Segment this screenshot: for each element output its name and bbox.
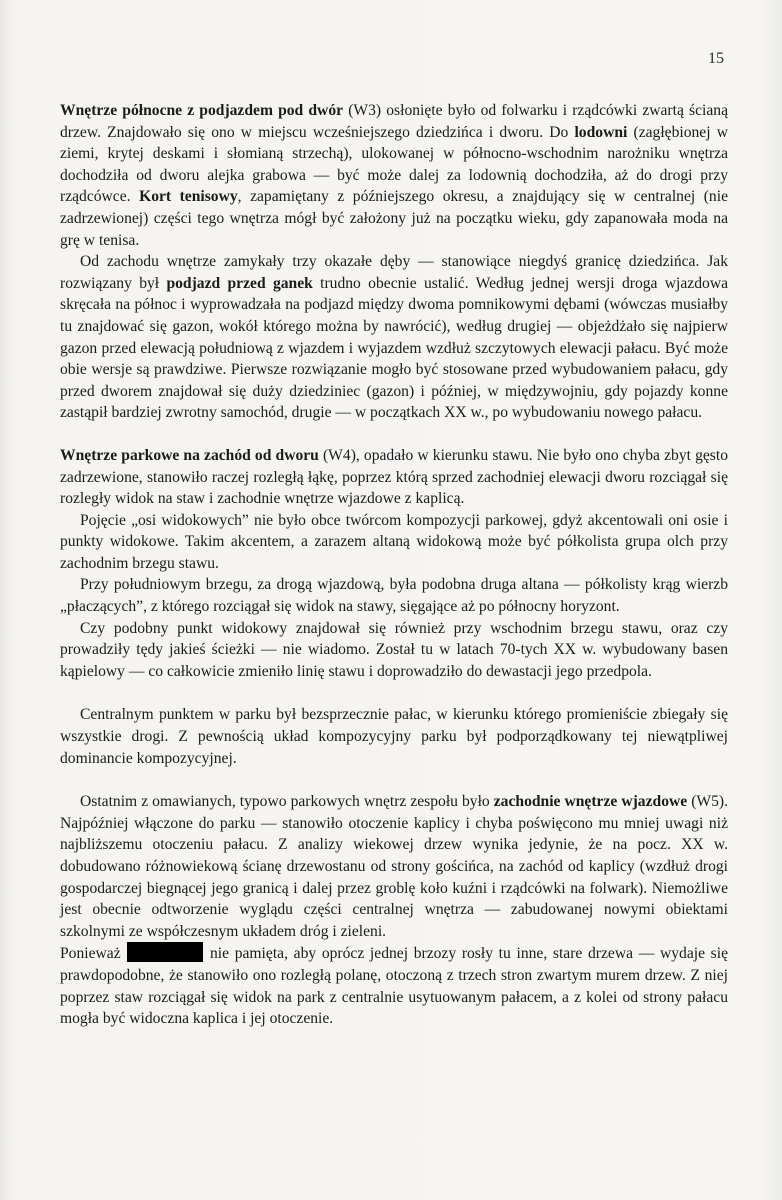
- text-run: Czy podobny punkt widokowy znajdował się również przy wschodnim brzegu stawu, oraz czy prowadziły tędy jakieś ścieżki — nie wiadomo. Został tu w latach 70-tych XX w. wybudowany basen kąpielowy — co całkowicie zmieniło linię stawu i doprowadziło do dewastacji jego przedpola.: [60, 619, 728, 680]
- redaction-block: [127, 942, 203, 962]
- text-run: (W3) osłonięte było od folwarku i rządcówki zwartą ścianą drzew. Znajdowało się ono w miejscu wcześniejszego dziedzińca i dworu. Do: [60, 102, 728, 141]
- text-run: , zapamiętany z późniejszego okresu, a znajdujący się w centralnej (nie zadrzewionej) części tego wnętrza mógł być założony już na początku wieku, gdy zapanowała moda na grę w tenisa.: [60, 188, 728, 249]
- paragraph-central-palace: [60, 704, 728, 769]
- text-run: (zagłębionej w ziemi, krytej deskami i słomianą strzechą), ulokowanej w północno-wschodnim narożniku wnętrza dochodziła od dworu alejka grabowa — być może dalej za lodownią dochodziła, aż do drogi przy rządcówce.: [60, 123, 728, 206]
- text-run: Pojęcie „osi widokowych” nie było obce twórcom kompozycji parkowej, gdyż akcentowali oni osie i punkty widokowe. Takim akcentem, a zarazem altaną widokową może być półkolista grupa olch przy zachodnim brzegu stawu.: [60, 511, 728, 572]
- bold-term: lodowni: [574, 123, 628, 141]
- paragraph-north-interior: [60, 100, 728, 251]
- paragraph-view-axes: [60, 510, 728, 575]
- text-run: Przy południowym brzegu, za drogą wjazdową, była podobna druga altana — półkolisty krąg wierzb „płaczących”, z którego rozciągał się widok na stawy, sięgające aż po północny horyzont.: [60, 576, 728, 616]
- paragraph-west-entrance: [60, 791, 728, 942]
- paragraph-east-bank: [60, 618, 728, 683]
- text-run: Ponieważ: [60, 945, 127, 963]
- bold-term: Kort tenisowy: [139, 188, 238, 206]
- paragraph-clearing: [60, 942, 728, 1029]
- paragraph-west-interior: [60, 445, 728, 510]
- bold-term: podjazd przed ganek: [166, 274, 313, 292]
- bold-term: zachodnie wnętrze wjazdowe: [493, 793, 688, 811]
- text-run: (W4), opadało w kierunku stawu. Nie było ono chyba zbyt gęsto zadrzewione, stanowiło raczej rozległą łąkę, poprzez którą sprzed zachodniej elewacji dworu rozciągał się rozległy widok na staw i zachodnie wnętrze wjazdowe z kaplicą.: [60, 446, 728, 508]
- bold-term: Wnętrze parkowe na zachód od dworu: [60, 446, 319, 464]
- body-text: [60, 100, 728, 1030]
- text-run: Ostatnim z omawianych, typowo parkowych wnętrz zespołu było: [80, 793, 494, 811]
- text-run: nie pamięta, aby oprócz jednej brzozy rosły tu inne, stare drzewa — wydaje się prawdopodobne, że stanowiło ono rozległą polanę, otoczoną z trzech stron zwartym murem drzew. Z niej poprzez staw rozciągał się widok na park z centralnie usytuowanym pałacem, a z kolei od strony pałacu mogła być widoczna kaplica i jej otoczenie.: [60, 945, 729, 1028]
- text-run: Centralnym punktem w parku był bezsprzecznie pałac, w kierunku którego promieniście zbiegały się wszystkie drogi. Z pewnością układ kompozycyjny parku był podporządkowany tej niewątpliwej dominancie kompozycyjnej.: [60, 706, 728, 767]
- text-run: Od zachodu wnętrze zamykały trzy okazałe dęby — stanowiące niegdyś granicę dziedzińca. Jak rozwiązany był: [60, 253, 728, 292]
- paragraph-driveway: [60, 251, 728, 424]
- page-number: 15: [708, 50, 724, 67]
- text-run: (W5). Najpóźniej włączone do parku — stanowiło otoczenie kaplicy i chyba poświęcono mu mniej uwagi niż najbliższemu otoczeniu pałacu. Z analizy wiekowej drzew wynika jedynie, że na pocz. XX w. dobudowano różnowiekową ścianę drzewostanu od strony gościńca, na zachód od kaplicy (wzdłuż drogi gospodarczej biegnącej jego granicą i dalej przez groblę koło kuźni i rządcówki na folwark). Niemożliwe jest obecnie odtworzenie wyglądu części centralnej wnętrza — zabudowanej nowymi obiektami szkolnymi ze współczesnym układem dróg i zieleni.: [60, 793, 729, 940]
- bold-term: Wnętrze północne z podjazdem pod dwór: [60, 102, 344, 119]
- paragraph-south-bank: [60, 574, 728, 617]
- text-run: trudno obecnie ustalić. Według jednej wersji droga wjazdowa skręcała na północ i wyprowadzała na podjazd między dwoma pomnikowymi dębami (wówczas musiałby tu znajdować się gazon, wokół którego można by nawrócić), według drugiej — objeżdżało się najpierw gazon przed elewacją południową z wjazdem i wyjazdem wzdłuż szczytowych elewacji pałacu. Być może obie wersje są prawdziwe. Pierwsze rozwiązanie mogło być stosowane przed wybudowaniem pałacu, gdy przed dworem znajdował się duży dziedziniec (gazon) i później, w międzywojniu, gdy pojazdy konne zastąpił bardziej zwrotny samochód, drugie — w początkach XX w., po wybudowaniu nowego pałacu.: [60, 274, 728, 422]
